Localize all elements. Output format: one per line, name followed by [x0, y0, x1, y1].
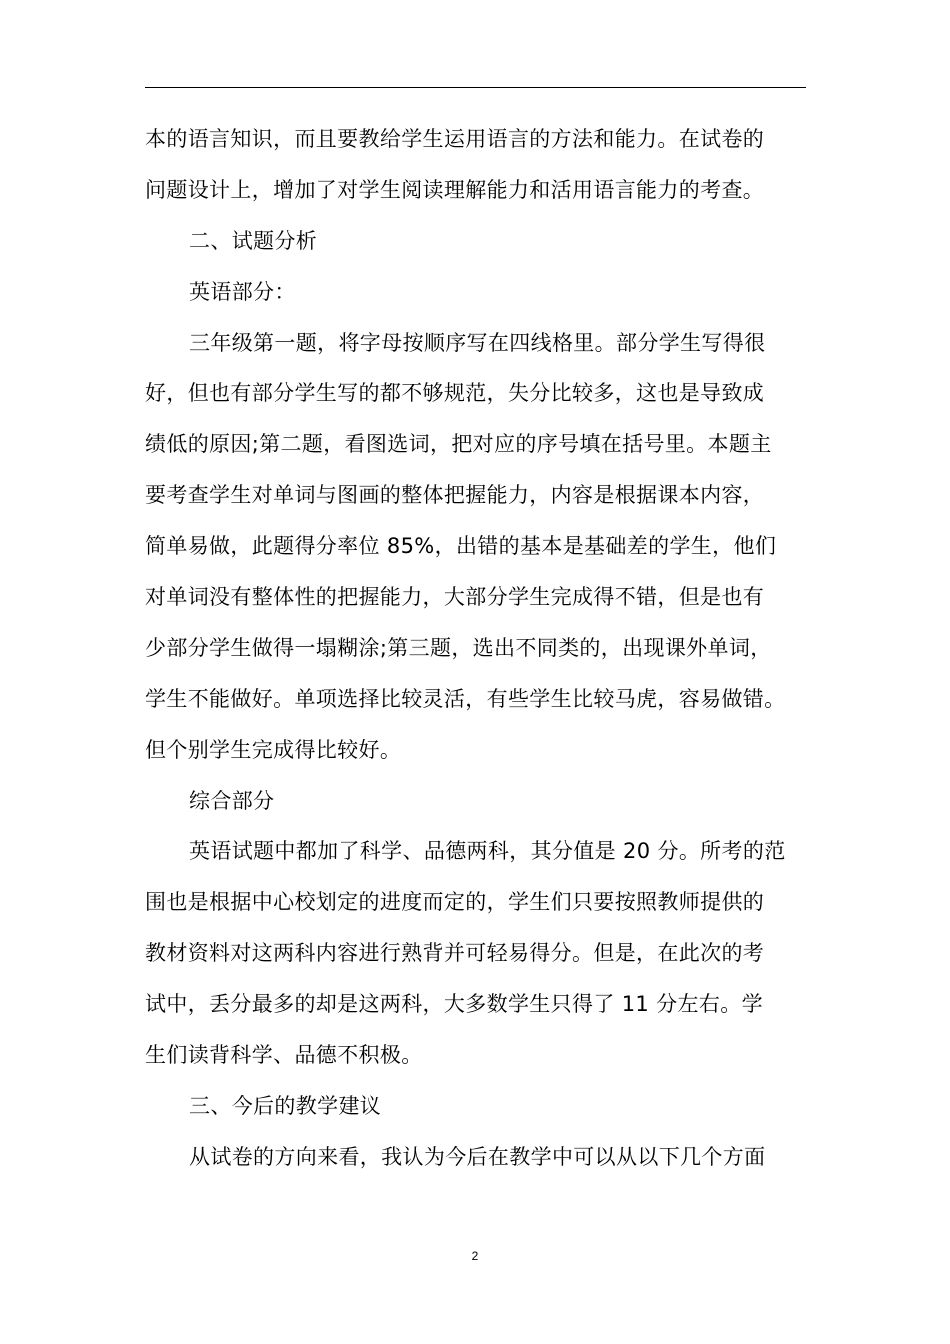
text-line: 对单词没有整体性的把握能力，大部分学生完成得不错，但是也有 — [145, 585, 765, 610]
text-line: 好，但也有部分学生写的都不够规范，失分比较多，这也是导致成 — [145, 381, 765, 406]
text-line: 问题设计上，增加了对学生阅读理解能力和活用语言能力的考查。 — [145, 177, 765, 202]
text-line: 绩低的原因;第二题，看图选词，把对应的序号填在括号里。本题主 — [145, 432, 772, 457]
text-line: 本的语言知识，而且要教给学生运用语言的方法和能力。在试卷的 — [145, 127, 765, 151]
section-heading: 二、试题分析 — [189, 228, 318, 253]
text-line: 围也是根据中心校划定的进度而定的，学生们只要按照教师提供的 — [145, 890, 765, 915]
subsection-heading: 综合部分 — [189, 788, 275, 813]
text-line: 教材资料对这两科内容进行熟背并可轻易得分。但是，在此次的考 — [145, 941, 765, 966]
subsection-heading: 英语部分： — [189, 279, 296, 304]
paragraph-start-line: 从试卷的方向来看，我认为今后在教学中可以从以下几个方面 — [189, 1144, 766, 1169]
section-heading: 三、今后的教学建议 — [189, 1093, 382, 1118]
body-text — [145, 114, 815, 1183]
page-number: 2 — [471, 1249, 479, 1263]
text-line: 学生不能做好。单项选择比较灵活，有些学生比较马虎，容易做错。 — [145, 686, 786, 711]
text-line: 但个别学生完成得比较好。 — [145, 737, 402, 762]
text-line: 要考查学生对单词与图画的整体把握能力，内容是根据课本内容， — [145, 483, 765, 508]
text-line: 试中，丢分最多的却是这两科，大多数学生只得了 11 分左右。学 — [145, 992, 763, 1017]
text-line: 少部分学生做得一塌糊涂;第三题，选出不同类的，出现课外单词， — [145, 635, 772, 660]
text-line: 简单易做，此题得分率位 85%，出错的基本是基础差的学生，他们 — [145, 534, 777, 559]
paragraph-start-line: 英语试题中都加了科学、品德两科，其分值是 20 分。所考的范 — [189, 839, 786, 864]
text-line: 生们读背科学、品德不积极。 — [145, 1043, 423, 1068]
paragraph-start-line: 三年级第一题，将字母按顺序写在四线格里。部分学生写得很 — [189, 330, 766, 355]
header-rule — [145, 87, 806, 88]
